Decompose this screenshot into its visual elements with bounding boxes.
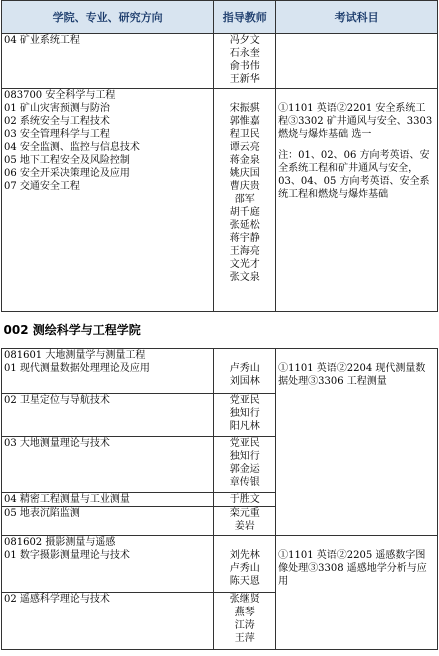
direction-label: 03 大地测量理论与技术 [4,438,110,449]
major-cell [2,593,214,650]
header-exam-subjects: 考试科目 [276,1,438,34]
advisor-cell [214,437,276,493]
exam-subjects: ①1101 英语②2204 现代测量数据处理③3306 工程测量 [278,363,426,387]
direction-label: 01 数字摄影测量理论与技术 [4,550,130,561]
advisor-name: 栾元重 [229,508,260,519]
direction-label: 03 安全管理科学与工程 [4,129,110,140]
advisor-name: 王萍 [234,633,255,644]
advisor-cell [214,507,276,536]
advisor-name: 阳凡林 [229,421,260,432]
advisor-name: 章传银 [229,477,260,488]
table-row [2,349,438,394]
major-cell [2,536,214,593]
header-college-major: 学院、专业、研究方向 [2,1,214,34]
major-label: 081601 大地测量学与测量工程 [4,350,146,361]
major-label: 083700 安全科学与工程 [4,90,116,101]
major-cell [2,437,214,493]
major-cell [2,34,214,89]
exam-cell [276,349,438,536]
advisor-name: 王新华 [229,74,260,85]
advisor-name: 程卫民 [229,129,260,140]
direction-label: 07 交通安全工程 [4,181,80,192]
advisor-cell [214,536,276,593]
advisor-cell [214,34,276,89]
direction-label: 05 地表沉陷监测 [4,508,80,519]
advisor-name: 宋振骐 [229,103,260,114]
direction-label: 01 现代测量数据处理理论及应用 [4,363,150,374]
direction-label: 04 矿业系统工程 [4,35,80,46]
direction-label: 01 矿山灾害预测与防治 [4,103,110,114]
advisor-name: 党亚民 [229,395,260,406]
major-cell [2,493,214,507]
table-row [2,34,438,89]
advisor-name: 独知行 [229,451,260,462]
advisor-name: 卢秀山 [229,563,260,574]
advisor-name: 于胜文 [229,494,260,505]
advisor-name: 冯夕文 [229,35,260,46]
advisor-cell [214,349,276,394]
advisor-name: 曹庆贵 [229,181,260,192]
advisor-cell [214,493,276,507]
direction-label: 05 地下工程安全及风险控制 [4,155,130,166]
advisor-name: 张继贤 [229,594,260,605]
exam-subjects: ①1101 英语②2205 遥感数字图像处理③3308 遥感地学分析与应用 [278,550,427,587]
advisor-name: 蒋金泉 [229,155,260,166]
advisor-name: 卢秀山 [229,363,260,374]
major-cell [2,394,214,437]
table-row [2,536,438,593]
advisor-name: 陈天恩 [229,576,260,587]
advisor-name: 党亚民 [229,438,260,449]
direction-label: 06 安全开采决策理论及应用 [4,168,130,179]
advisor-name: 郭惟嘉 [229,116,260,127]
advisor-name: 刘国林 [229,376,260,387]
advisor-cell [214,593,276,650]
major-cell [2,89,214,312]
admissions-table [1,0,438,650]
advisor-name: 石永奎 [229,48,260,59]
exam-cell [276,34,438,89]
direction-label: 02 系统安全与工程技术 [4,116,110,127]
advisor-name: 独知行 [229,408,260,419]
advisor-name: 张延松 [229,220,260,231]
exam-subjects: ①1101 英语②2201 安全系统工程③3302 矿井通风与安全、3303 燃烧与爆炸基础 选一 [278,103,433,140]
advisor-cell [214,394,276,437]
advisor-name: 江涛 [234,620,255,631]
advisor-cell [214,89,276,312]
major-cell [2,349,214,394]
major-cell [2,507,214,536]
advisor-name: 王海亮 [229,246,260,257]
school-row [2,312,438,349]
header-row [2,1,438,34]
exam-note: 注：01、02、06 方向考英语、安全系统工程和矿井通风与安全，03、04、05 方向考英语、安全系统工程和燃烧与爆炸基础 [278,150,430,200]
direction-label: 02 遥感科学理论与技术 [4,594,110,605]
advisor-name: 燕琴 [234,607,255,618]
table-row [2,89,438,312]
advisor-name: 俞书伟 [229,61,260,72]
direction-label: 04 安全监测、监控与信息技术 [4,142,140,153]
advisor-name: 姜岩 [234,521,255,532]
exam-cell [276,536,438,650]
advisor-name: 谭云亮 [229,142,260,153]
advisor-name: 胡千庭 [229,207,260,218]
advisor-name: 刘先林 [229,550,260,561]
advisor-name: 邵军 [234,194,255,205]
advisor-name: 姚庆国 [229,168,260,179]
header-advisor: 指导教师 [214,1,276,34]
advisor-name: 郭金运 [229,464,260,475]
direction-label: 04 精密工程测量与工业测量 [4,494,130,505]
advisor-name: 文光才 [229,259,260,270]
advisor-name: 蒋宇静 [229,233,260,244]
advisor-name: 张文泉 [229,272,260,283]
direction-label: 02 卫星定位与导航技术 [4,395,110,406]
school-title: 002 测绘科学与工程学院 [2,312,438,349]
exam-cell [276,89,438,312]
major-label: 081602 摄影测量与遥感 [4,537,116,548]
